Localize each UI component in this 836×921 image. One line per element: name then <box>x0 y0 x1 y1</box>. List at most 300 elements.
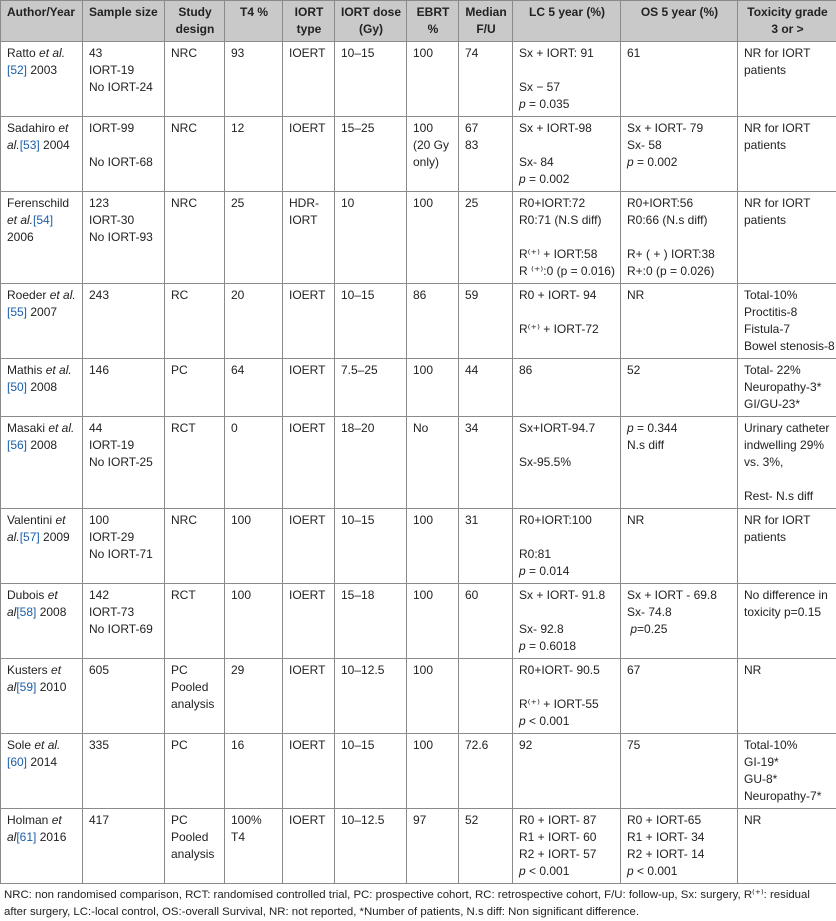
cell-line: R0+IORT:72 <box>519 195 615 212</box>
cell-design <box>165 417 225 509</box>
cell-line: 16 <box>231 737 277 754</box>
cell-line: IOERT <box>289 362 329 379</box>
cell-author-year <box>1 192 83 284</box>
cell-fu <box>459 809 513 884</box>
author-name: Mathis <box>7 363 46 377</box>
cell-t4 <box>225 509 283 584</box>
cell-iort-type <box>283 192 335 284</box>
author-year: 2009 <box>40 530 70 544</box>
cell-tox <box>738 584 836 659</box>
cell-line: vs. 3%, <box>744 454 831 471</box>
cell-line: Neuropathy-3* <box>744 379 831 396</box>
cell-line: analysis <box>171 846 219 863</box>
cell-line: R0:66 (N.s diff) <box>627 212 732 229</box>
cell-line: 243 <box>89 287 159 304</box>
cell-line: p < 0.001 <box>519 713 615 730</box>
cell-line: IOERT <box>289 512 329 529</box>
cell-t4 <box>225 584 283 659</box>
cell-os <box>621 284 738 359</box>
cell-line: 72.6 <box>465 737 507 754</box>
cell-line: Total-10% <box>744 737 831 754</box>
author-year: 2014 <box>27 755 57 769</box>
cell-line: Proctitis-8 <box>744 304 831 321</box>
cell-line: No <box>413 420 453 437</box>
cell-line: No IORT-69 <box>89 621 159 638</box>
cell-line: 10–15 <box>341 287 401 304</box>
table-row <box>1 117 836 192</box>
author-name: Roeder <box>7 288 50 302</box>
cell-fu <box>459 192 513 284</box>
cell-fu <box>459 42 513 117</box>
cell-line: p < 0.001 <box>519 863 615 880</box>
reference-link[interactable]: [54] <box>33 213 53 227</box>
cell-line: IORT-30 <box>89 212 159 229</box>
cell-line: NR <box>627 512 732 529</box>
cell-line: p = 0.035 <box>519 96 615 113</box>
cell-line: Sx + IORT: 91 <box>519 45 615 62</box>
cell-fu <box>459 734 513 809</box>
cell-author-year <box>1 809 83 884</box>
author-year: 2004 <box>40 138 70 152</box>
reference-link[interactable]: [50] <box>7 380 27 394</box>
cell-line: IOERT <box>289 737 329 754</box>
cell-line: 92 <box>519 737 615 754</box>
cell-ebrt <box>407 584 459 659</box>
cell-sample <box>83 509 165 584</box>
cell-line: IORT-73 <box>89 604 159 621</box>
cell-design <box>165 359 225 417</box>
cell-line: p=0.25 <box>627 621 732 638</box>
cell-line: 142 <box>89 587 159 604</box>
cell-sample <box>83 584 165 659</box>
cell-line: NRC <box>171 120 219 137</box>
cell-ebrt <box>407 192 459 284</box>
cell-iort-type <box>283 509 335 584</box>
cell-line: p = 0.6018 <box>519 638 615 655</box>
cell-line: PC <box>171 362 219 379</box>
cell-t4 <box>225 284 283 359</box>
cell-author-year <box>1 359 83 417</box>
cell-dose <box>335 809 407 884</box>
cell-line: 67 <box>627 662 732 679</box>
cell-line: Sx + IORT- 91.8 <box>519 587 615 604</box>
cell-line: Total- 22% <box>744 362 831 379</box>
cell-line: Total-10% <box>744 287 831 304</box>
cell-line: PC <box>171 662 219 679</box>
cell-line: Sx − 57 <box>519 79 615 96</box>
cell-line: HDR- <box>289 195 329 212</box>
cell-line: NR <box>744 812 831 829</box>
reference-link[interactable]: [59] <box>16 680 36 694</box>
cell-line: 10–12.5 <box>341 812 401 829</box>
author-etal: et al <box>7 588 58 619</box>
cell-line <box>519 229 615 246</box>
author-name: Valentini <box>7 513 55 527</box>
cell-os <box>621 509 738 584</box>
cell-line: indwelling 29% <box>744 437 831 454</box>
cell-fu <box>459 584 513 659</box>
cell-t4 <box>225 809 283 884</box>
cell-line: 25 <box>465 195 507 212</box>
cell-line: RC <box>171 287 219 304</box>
cell-line: NR for IORT <box>744 120 831 137</box>
cell-line: IOERT <box>289 287 329 304</box>
cell-line: 44 <box>89 420 159 437</box>
cell-iort-type <box>283 117 335 192</box>
cell-line: 60 <box>465 587 507 604</box>
cell-line: 59 <box>465 287 507 304</box>
cell-t4 <box>225 117 283 192</box>
cell-lc <box>513 359 621 417</box>
reference-link[interactable]: [53] <box>20 138 40 152</box>
table-row <box>1 509 836 584</box>
header-median-fu: Median F/U <box>459 1 513 42</box>
header-row <box>1 1 836 42</box>
reference-link[interactable]: [57] <box>20 530 40 544</box>
cell-line: Urinary catheter <box>744 420 831 437</box>
cell-line: 100 <box>413 120 453 137</box>
cell-line: Bowel stenosis-8 <box>744 338 831 355</box>
author-name: Holman <box>7 813 52 827</box>
cell-line: NR <box>744 662 831 679</box>
cell-line: 100 <box>413 737 453 754</box>
table-row <box>1 659 836 734</box>
cell-line: R⁽⁺⁾ + IORT:58 <box>519 246 615 263</box>
cell-lc <box>513 809 621 884</box>
cell-line: R2 + IORT- 14 <box>627 846 732 863</box>
cell-line: R+:0 (p = 0.026) <box>627 263 732 280</box>
cell-dose <box>335 584 407 659</box>
header-study-design: Study design <box>165 1 225 42</box>
cell-dose <box>335 734 407 809</box>
author-name: Masaki <box>7 421 48 435</box>
cell-line: R0 + IORT- 94 <box>519 287 615 304</box>
header-os-5-year: OS 5 year (%) <box>621 1 738 42</box>
cell-ebrt <box>407 809 459 884</box>
cell-os <box>621 192 738 284</box>
cell-line: R⁽⁺⁾ + IORT-55 <box>519 696 615 713</box>
cell-line: IORT-19 <box>89 437 159 454</box>
cell-lc <box>513 584 621 659</box>
cell-line: p = 0.002 <box>627 154 732 171</box>
table-row <box>1 584 836 659</box>
cell-line: IORT-29 <box>89 529 159 546</box>
cell-dose <box>335 192 407 284</box>
cell-line <box>519 304 615 321</box>
cell-line: Sx + IORT-98 <box>519 120 615 137</box>
author-name: Ratto <box>7 46 39 60</box>
cell-line: 10–15 <box>341 45 401 62</box>
cell-sample <box>83 42 165 117</box>
reference-link[interactable]: [52] <box>7 63 27 77</box>
cell-iort-type <box>283 734 335 809</box>
cell-design <box>165 509 225 584</box>
cell-line: 15–18 <box>341 587 401 604</box>
cell-line: PC <box>171 812 219 829</box>
cell-sample <box>83 809 165 884</box>
cell-line: IORT-19 <box>89 62 159 79</box>
cell-line <box>519 137 615 154</box>
table-row <box>1 417 836 509</box>
cell-line: NR <box>627 287 732 304</box>
cell-t4 <box>225 42 283 117</box>
cell-author-year <box>1 659 83 734</box>
cell-line: 74 <box>465 45 507 62</box>
cell-dose <box>335 509 407 584</box>
table-footnote: NRC: non randomised comparison, RCT: randomised controlled trial, PC: prospective cohort, RC: retrospective cohort, F/U: follow-up, Sx: surgery, R⁽⁺⁾: residual after surgery, LC:-local control, OS:-overall Survival, NR: not reported, *Number of patients, N.s diff: Non significant difference. <box>0 884 836 921</box>
cell-sample <box>83 117 165 192</box>
cell-tox <box>738 117 836 192</box>
cell-dose <box>335 359 407 417</box>
cell-line: R1 + IORT- 60 <box>519 829 615 846</box>
cell-line: NR for IORT <box>744 512 831 529</box>
cell-fu <box>459 359 513 417</box>
cell-line: Sx- 58 <box>627 137 732 154</box>
cell-iort-type <box>283 42 335 117</box>
header-toxicity: Toxicity grade 3 or > <box>738 1 836 42</box>
cell-line: 10–15 <box>341 737 401 754</box>
cell-line: Sx+IORT-94.7 <box>519 420 615 437</box>
cell-line: 86 <box>519 362 615 379</box>
cell-line: 83 <box>465 137 507 154</box>
cell-ebrt <box>407 284 459 359</box>
cell-line: toxicity p=0.15 <box>744 604 831 621</box>
author-etal: et al. <box>7 213 33 227</box>
cell-sample <box>83 359 165 417</box>
author-etal: et al. <box>39 46 65 60</box>
cell-line: 100 <box>413 512 453 529</box>
cell-ebrt <box>407 117 459 192</box>
table-row <box>1 192 836 284</box>
cell-line <box>519 62 615 79</box>
cell-line: Pooled <box>171 829 219 846</box>
author-etal: et al <box>7 813 62 844</box>
cell-ebrt <box>407 734 459 809</box>
cell-line: Sx- 74.8 <box>627 604 732 621</box>
reference-link[interactable]: [55] <box>7 305 27 319</box>
cell-line: NRC <box>171 195 219 212</box>
cell-line: IOERT <box>289 420 329 437</box>
cell-os <box>621 417 738 509</box>
cell-line: IOERT <box>289 120 329 137</box>
cell-t4 <box>225 359 283 417</box>
reference-link[interactable]: [60] <box>7 755 27 769</box>
cell-iort-type <box>283 284 335 359</box>
header-iort-type: IORT type <box>283 1 335 42</box>
cell-author-year <box>1 117 83 192</box>
cell-line: IOERT <box>289 812 329 829</box>
header-lc-5-year: LC 5 year (%) <box>513 1 621 42</box>
cell-line: R+ ( + ) IORT:38 <box>627 246 732 263</box>
cell-lc <box>513 42 621 117</box>
cell-line: 67 <box>465 120 507 137</box>
cell-line: T4 <box>231 829 277 846</box>
cell-design <box>165 42 225 117</box>
reference-link[interactable]: [61] <box>16 830 36 844</box>
cell-line: No IORT-68 <box>89 154 159 171</box>
cell-design <box>165 192 225 284</box>
cell-line: R ⁽⁺⁾:0 (p = 0.016) <box>519 263 615 280</box>
cell-lc <box>513 417 621 509</box>
cell-ebrt <box>407 359 459 417</box>
cell-line: (20 Gy <box>413 137 453 154</box>
table-row <box>1 734 836 809</box>
cell-line: 0 <box>231 420 277 437</box>
cell-line: Pooled <box>171 679 219 696</box>
header-sample-size: Sample size <box>83 1 165 42</box>
cell-line: R0+IORT:56 <box>627 195 732 212</box>
cell-line: 12 <box>231 120 277 137</box>
cell-author-year <box>1 42 83 117</box>
cell-line: IOERT <box>289 662 329 679</box>
cell-line: RCT <box>171 420 219 437</box>
cell-line: 75 <box>627 737 732 754</box>
cell-line: NR for IORT <box>744 45 831 62</box>
author-etal: et al. <box>48 421 74 435</box>
cell-line <box>519 604 615 621</box>
cell-ebrt <box>407 417 459 509</box>
cell-line: No IORT-24 <box>89 79 159 96</box>
cell-line: 93 <box>231 45 277 62</box>
cell-line: 417 <box>89 812 159 829</box>
cell-os <box>621 359 738 417</box>
cell-sample <box>83 284 165 359</box>
cell-iort-type <box>283 659 335 734</box>
cell-line: No IORT-93 <box>89 229 159 246</box>
author-name: Sadahiro <box>7 121 58 135</box>
cell-dose <box>335 284 407 359</box>
author-year: 2008 <box>27 438 57 452</box>
cell-t4 <box>225 659 283 734</box>
cell-os <box>621 659 738 734</box>
cell-tox <box>738 509 836 584</box>
cell-line: No IORT-25 <box>89 454 159 471</box>
cell-line: Sx-95.5% <box>519 454 615 471</box>
author-etal: et al. <box>7 121 68 152</box>
cell-fu <box>459 117 513 192</box>
cell-line: only) <box>413 154 453 171</box>
table-row <box>1 809 836 884</box>
author-name: Ferenschild <box>7 196 69 210</box>
cell-line: 100 <box>231 587 277 604</box>
cell-dose <box>335 659 407 734</box>
cell-line <box>465 662 507 679</box>
cell-line: GI-19* <box>744 754 831 771</box>
cell-dose <box>335 417 407 509</box>
cell-line <box>519 437 615 454</box>
cell-line: NRC <box>171 512 219 529</box>
cell-line: 10–15 <box>341 512 401 529</box>
cell-lc <box>513 734 621 809</box>
cell-line: IOERT <box>289 587 329 604</box>
cell-line: Sx- 84 <box>519 154 615 171</box>
cell-line: 100 <box>89 512 159 529</box>
cell-lc <box>513 509 621 584</box>
cell-line: 18–20 <box>341 420 401 437</box>
cell-line <box>519 679 615 696</box>
cell-lc <box>513 117 621 192</box>
cell-iort-type <box>283 584 335 659</box>
cell-tox <box>738 42 836 117</box>
author-etal: et al. <box>7 513 66 544</box>
cell-tox <box>738 734 836 809</box>
cell-line: 52 <box>465 812 507 829</box>
cell-lc <box>513 192 621 284</box>
author-name: Sole <box>7 738 34 752</box>
cell-iort-type <box>283 417 335 509</box>
cell-line: No difference in <box>744 587 831 604</box>
cell-os <box>621 734 738 809</box>
cell-lc <box>513 284 621 359</box>
cell-line: IORT <box>289 212 329 229</box>
cell-line: 10 <box>341 195 401 212</box>
cell-line: 34 <box>465 420 507 437</box>
cell-line: R0+IORT- 90.5 <box>519 662 615 679</box>
cell-line <box>89 137 159 154</box>
cell-t4 <box>225 417 283 509</box>
cell-line: 44 <box>465 362 507 379</box>
author-year: 2006 <box>7 230 34 244</box>
author-year: 2008 <box>36 605 66 619</box>
cell-sample <box>83 192 165 284</box>
cell-dose <box>335 42 407 117</box>
cell-line: PC <box>171 737 219 754</box>
reference-link[interactable]: [58] <box>16 605 36 619</box>
cell-fu <box>459 509 513 584</box>
cell-line: IOERT <box>289 45 329 62</box>
cell-line: Sx + IORT - 69.8 <box>627 587 732 604</box>
cell-line: GU-8* <box>744 771 831 788</box>
author-year: 2003 <box>27 63 57 77</box>
cell-line: R0:71 (N.S diff) <box>519 212 615 229</box>
cell-line: R⁽⁺⁾ + IORT-72 <box>519 321 615 338</box>
cell-lc <box>513 659 621 734</box>
cell-os <box>621 584 738 659</box>
cell-line: 61 <box>627 45 732 62</box>
cell-line: 146 <box>89 362 159 379</box>
reference-link[interactable]: [56] <box>7 438 27 452</box>
author-year: 2008 <box>27 380 57 394</box>
cell-iort-type <box>283 359 335 417</box>
cell-t4 <box>225 734 283 809</box>
cell-ebrt <box>407 42 459 117</box>
cell-line: analysis <box>171 696 219 713</box>
cell-author-year <box>1 417 83 509</box>
author-year: 2010 <box>36 680 66 694</box>
cell-line: 29 <box>231 662 277 679</box>
table-row <box>1 42 836 117</box>
cell-line: Fistula-7 <box>744 321 831 338</box>
cell-design <box>165 117 225 192</box>
cell-line <box>627 229 732 246</box>
cell-os <box>621 42 738 117</box>
author-year: 2016 <box>36 830 66 844</box>
cell-line: R0:81 <box>519 546 615 563</box>
cell-line: 605 <box>89 662 159 679</box>
cell-author-year <box>1 509 83 584</box>
cell-sample <box>83 734 165 809</box>
cell-line: 25 <box>231 195 277 212</box>
cell-line: R0+IORT:100 <box>519 512 615 529</box>
cell-line: 335 <box>89 737 159 754</box>
cell-author-year <box>1 734 83 809</box>
header-iort-dose: IORT dose (Gy) <box>335 1 407 42</box>
cell-author-year <box>1 284 83 359</box>
cell-fu <box>459 417 513 509</box>
cell-fu <box>459 284 513 359</box>
cell-line: 20 <box>231 287 277 304</box>
cell-ebrt <box>407 509 459 584</box>
